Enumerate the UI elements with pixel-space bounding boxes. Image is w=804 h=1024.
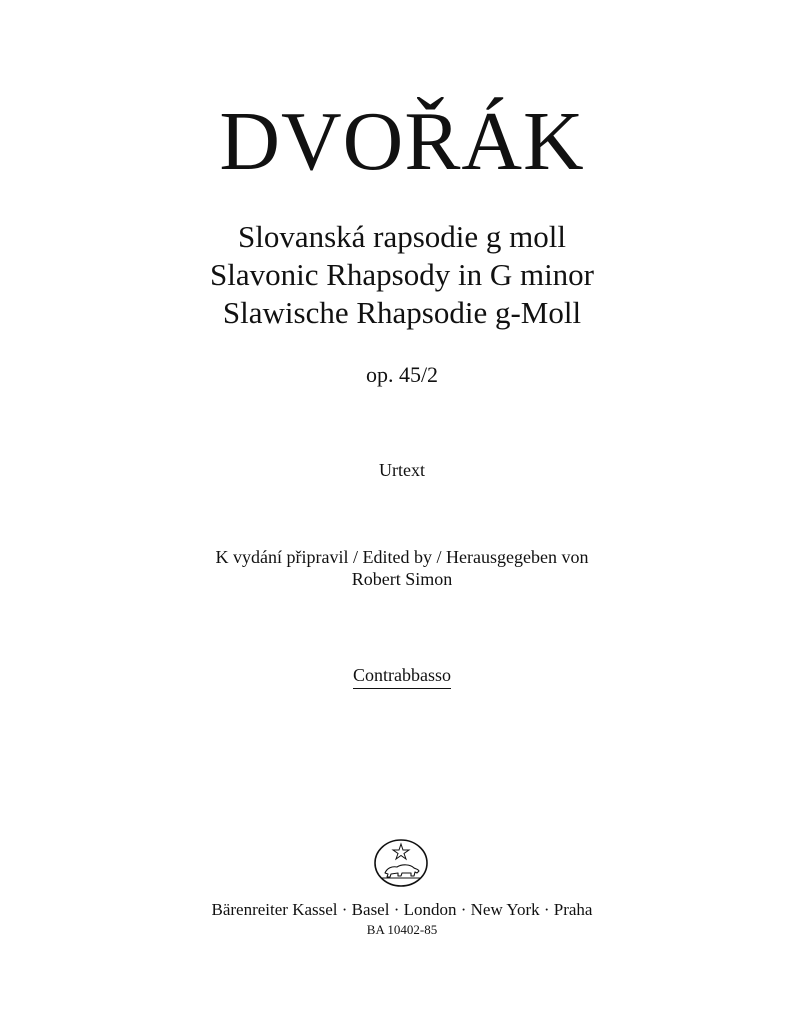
instrument-part — [0, 664, 804, 689]
title-english: Slavonic Rhapsody in G minor — [209, 257, 595, 292]
catalog-number: BA 10402-85 — [366, 922, 438, 937]
opus-number: op. 45/2 — [365, 362, 439, 387]
editor-name: Robert Simon — [351, 569, 453, 589]
edition-type: Urtext — [379, 460, 425, 480]
editor-credit-line: K vydání připravil / Edited by / Herausgegeben von — [215, 547, 589, 567]
title-german: Slawische Rhapsodie g-Moll — [222, 295, 582, 330]
work-titles — [0, 218, 804, 332]
composer-name: DVOŘÁK — [219, 95, 585, 188]
editor-credit — [0, 546, 804, 590]
instrument-label: Contrabbasso — [353, 664, 451, 689]
title-czech: Slovanská rapsodie g moll — [237, 219, 567, 254]
barenreiter-bear-logo-icon — [372, 838, 430, 888]
publisher-cities: Bärenreiter Kassel · Basel · London · New York · Praha — [211, 900, 593, 919]
